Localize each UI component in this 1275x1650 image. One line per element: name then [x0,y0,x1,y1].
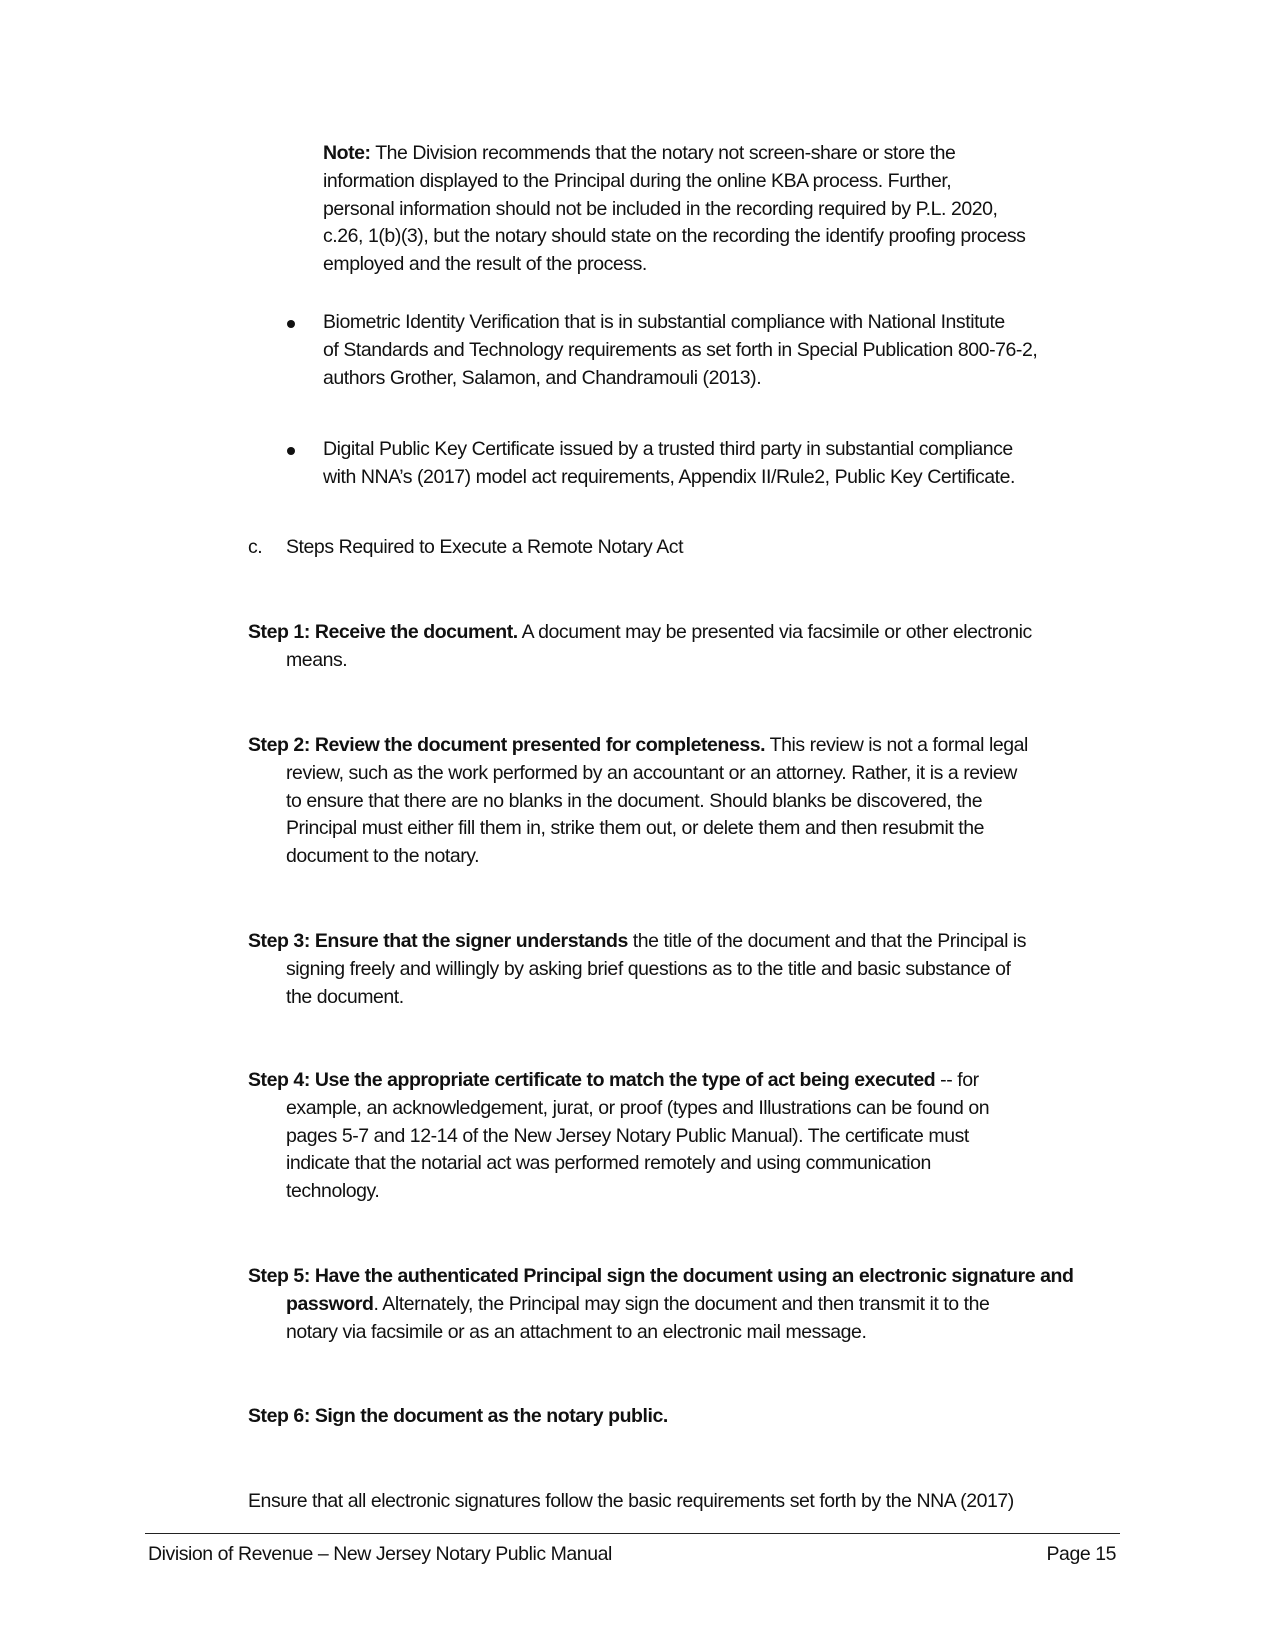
footer-divider [145,1533,1120,1534]
step-2: Step 2: Review the document presented for completeness. This review is not a formal legal review, such as the work performed by an accountant or an attorney. Rather, it is a review to ensure that there are no blanks in the document. Should blanks be discovered, the Principal must either fill them in, strike them out, or delete them and then resubmit the document to the notary. [248,734,1028,868]
section-title: Steps Required to Execute a Remote Notary Act [286,536,684,558]
section-marker: c. [248,536,263,558]
step-5: Step 5: Have the authenticated Principal sign the document using an electronic signature and password. Alternately, the Principal may sign the document and then transmit it to the notary via facsimile or as an attachment to an electronic mail message. [248,1265,1074,1343]
step-3: Step 3: Ensure that the signer understands the title of the document and that the Principal is signing freely and willingly by asking brief questions as to the title and basic substance of the document. [248,930,1027,1008]
section-c-heading [248,534,683,562]
closing-paragraph: Ensure that all electronic signatures follow the basic requirements set forth by the NNA (2017) [248,1490,1014,1512]
bullet-icon [287,447,295,455]
note-label: Note: [323,142,371,164]
page-number: Page 15 [1046,1543,1116,1565]
footer-title: Division of Revenue – New Jersey Notary Public Manual [148,1543,612,1565]
note-paragraph: Note: The Division recommends that the notary not screen-share or store the information displayed to the Principal during the online KBA process. Further, personal information should not be included in the recording required by P.L. 2020, c.26, 1(b)(3), but the notary should state on the recording the identify proofing process employed and the result of the process. [323,142,1026,276]
step-4: Step 4: Use the appropriate certificate to match the type of act being executed -- for example, an acknowledgement, jurat, or proof (types and Illustrations can be found on pages 5-7 and 12-14 of the New Jersey Notary Public Manual). The certificate must indicate that the notarial act was performed remotely and using communication technology. [248,1069,990,1203]
step-1: Step 1: Receive the document. A document may be presented via facsimile or other electronic means. [248,621,1032,671]
step-6: Step 6: Sign the document as the notary public. [248,1405,668,1427]
bullet-item-public-key: Digital Public Key Certificate issued by a trusted third party in substantial compliance with NNA’s (2017) model act requirements, Appendix II/Rule2, Public Key Certificate. [323,438,1015,488]
bullet-icon [287,320,295,328]
bullet-item-biometric: Biometric Identity Verification that is in substantial compliance with National Institute of Standards and Technology requirements as set forth in Special Publication 800-76-2, authors Grother, Salamon, and Chandramouli (2013). [323,311,1038,389]
